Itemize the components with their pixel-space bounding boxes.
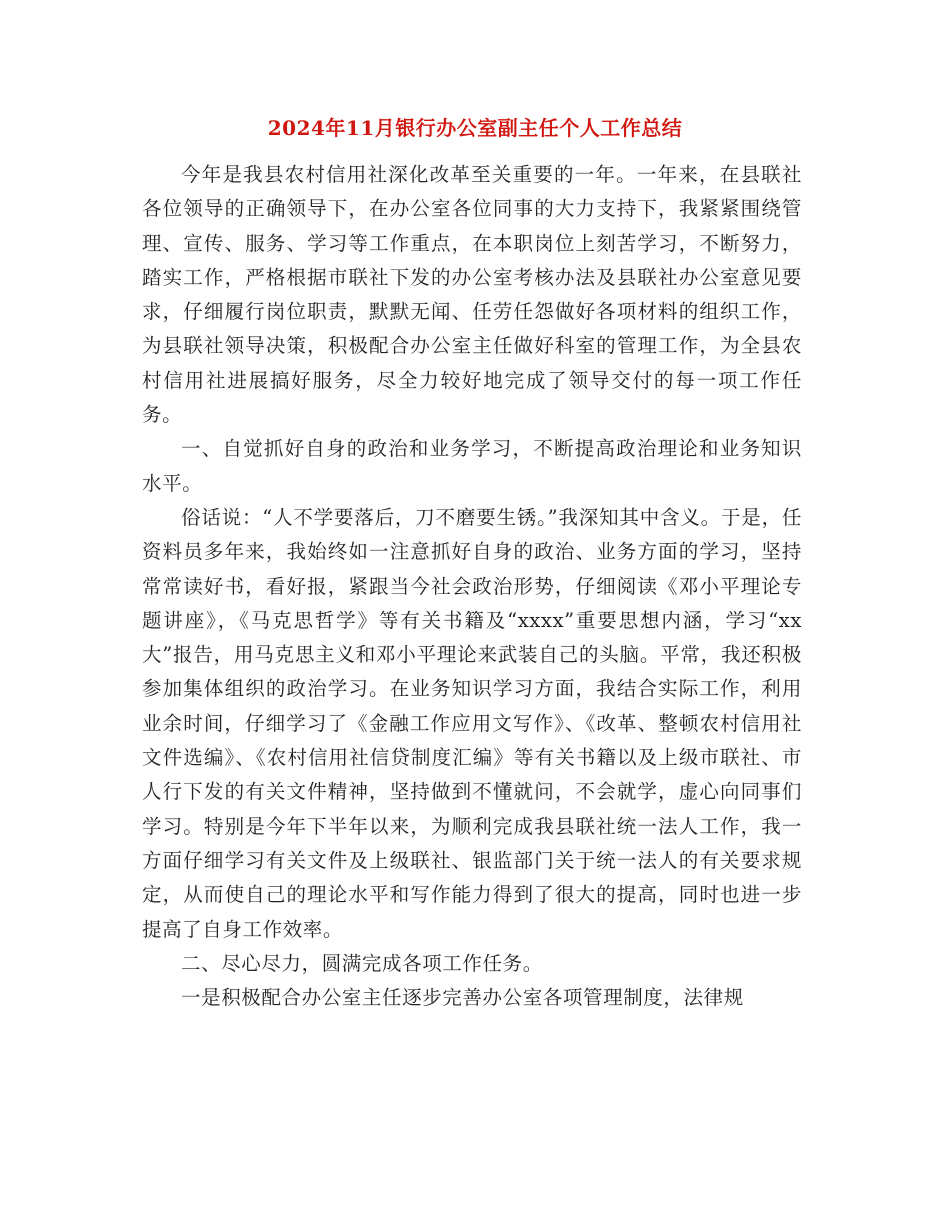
- document-title: 2024年11月银行办公室副主任个人工作总结: [267, 116, 683, 140]
- section-heading-2: 二、尽心尽力，圆满完成各项工作任务。: [181, 951, 543, 975]
- document-body: [142, 158, 802, 1015]
- paragraph-intro: 今年是我县农村信用社深化改革至关重要的一年。一年来，在县联社各位领导的正确领导下，在办公室各位同事的大力支持下，我紧紧围绕管理、宣传、服务、学习等工作重点，在本职岗位上刻苦学习，不断努力，踏实工作，严格根据市联社下发的办公室考核办法及县联社办公室意见要求，仔细履行岗位职责，默默无闻、任劳任怨做好各项材料的组织工作，为县联社领导决策，积极配合办公室主任做好科室的管理工作，为全县农村信用社进展搞好服务，尽全力较好地完成了领导交付的每一项工作任务。: [142, 163, 802, 427]
- section-heading-1: 一、自觉抓好自身的政治和业务学习，不断提高政治理论和业务知识水平。: [142, 437, 802, 495]
- paragraph-tasks: 一是积极配合办公室主任逐步完善办公室各项管理制度，法律规: [181, 986, 744, 1010]
- paragraph-study: 俗话说：“人不学要落后，刀不磨要生锈。”我深知其中含义。于是，任资料员多年来，我始终如一注意抓好自身的政治、业务方面的学习，坚持常常读好书，看好报，紧跟当今社会政治形势，仔细阅读《邓小平理论专题讲座》，《马克思哲学》等有关书籍及“xxxx”重要思想内涵，学习“xx大”报告，用马克思主义和邓小平理论来武装自己的头脑。平常，我还积极参加集体组织的政治学习。在业务知识学习方面，我结合实际工作，利用业余时间，仔细学习了《金融工作应用文写作》、《改革、整顿农村信用社文件选编》、《农村信用社信贷制度汇编》等有关书籍以及上级市联社、市人行下发的有关文件精神，坚持做到不懂就问，不会就学，虚心向同事们学习。特别是今年下半年以来，为顺利完成我县联社统一法人工作，我一方面仔细学习有关文件及上级联社、银监部门关于统一法人的有关要求规定，从而使自己的理论水平和写作能力得到了很大的提高，同时也进一步提高了自身工作效率。: [142, 505, 802, 941]
